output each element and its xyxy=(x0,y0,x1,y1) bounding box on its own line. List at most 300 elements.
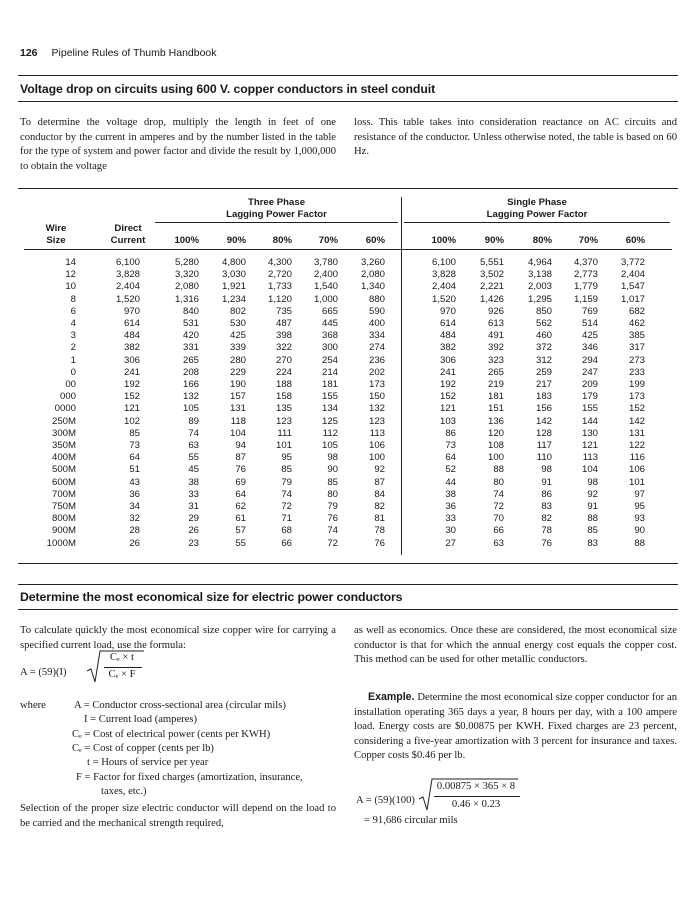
table-cell: 339 xyxy=(229,342,246,354)
wire-size-cell: 1000M xyxy=(46,537,76,549)
table-cell: 274 xyxy=(368,342,385,354)
table-cell: 121 xyxy=(123,403,140,415)
table-cell: 157 xyxy=(229,391,246,403)
table-cell: 199 xyxy=(628,379,645,390)
definition-item: Cₑ = Cost of copper (cents per lb) xyxy=(72,742,214,754)
table-cell: 33 xyxy=(188,488,199,500)
table-cell: 64 xyxy=(445,452,456,464)
economics-paragraph: as well as economics. Once these are considered, the most economical size conductor is that for which the annual energy cost equals the copper cost. This method can be used for other metallic conductors. xyxy=(354,625,677,665)
table-cell: 88 xyxy=(634,537,645,549)
example-label: Example. xyxy=(368,691,415,703)
three-phase-header-1: Three Phase xyxy=(247,197,306,208)
table-cell: 142 xyxy=(535,415,552,427)
example-result: = 91,686 circular mils xyxy=(364,815,458,826)
table-cell: 3,320 xyxy=(174,269,199,281)
table-cell: 850 xyxy=(535,305,552,317)
table-cell: 91 xyxy=(587,501,598,512)
wire-size-cell: 000 xyxy=(59,391,76,403)
table-cell: 121 xyxy=(439,403,456,415)
table-cell: 158 xyxy=(275,391,292,403)
table-cell: 106 xyxy=(628,464,645,476)
single-phase-underline xyxy=(404,222,670,223)
definition-item: I = Current load (amperes) xyxy=(84,714,198,726)
table-cell: 306 xyxy=(439,354,456,366)
table-cell: 3,138 xyxy=(527,269,552,281)
table-cell: 85 xyxy=(129,427,140,439)
table-cell: 121 xyxy=(581,440,598,451)
table-cell: 62 xyxy=(235,501,246,512)
table-cell: 66 xyxy=(281,537,292,549)
table-cell: 2,773 xyxy=(573,269,598,281)
table-cell: 102 xyxy=(123,415,140,427)
table-cell: 6,100 xyxy=(431,257,456,268)
table-cell: 224 xyxy=(275,366,292,378)
table-cell: 23 xyxy=(188,537,199,549)
table-cell: 300 xyxy=(321,342,338,354)
table-cell: 33 xyxy=(445,513,456,525)
table-cell: 219 xyxy=(487,379,504,390)
table-cell: 382 xyxy=(123,342,140,354)
table-cell: 94 xyxy=(235,440,246,451)
table-cell: 82 xyxy=(374,501,385,512)
table-cell: 460 xyxy=(535,330,552,342)
book-title: Pipeline Rules of Thumb Handbook xyxy=(51,47,217,59)
table-cell: 134 xyxy=(321,403,338,415)
table-cell: 151 xyxy=(487,403,504,415)
table-cell: 188 xyxy=(275,379,292,390)
table-cell: 85 xyxy=(587,525,598,537)
section-rule-bottom xyxy=(18,101,678,102)
table-cell: 346 xyxy=(581,342,598,354)
table-cell: 208 xyxy=(182,366,199,378)
table-cell: 87 xyxy=(235,452,246,464)
table-cell: 880 xyxy=(368,293,385,305)
table-cell: 2,080 xyxy=(174,281,199,293)
table-cell: 155 xyxy=(581,403,598,415)
table-cell: 306 xyxy=(123,354,140,366)
table-cell: 74 xyxy=(327,525,338,537)
table-cell: 83 xyxy=(541,501,552,512)
table-cell: 400 xyxy=(368,318,385,329)
table-cell: 1,520 xyxy=(115,293,140,305)
table-cell: 108 xyxy=(487,440,504,451)
table-cell: 80 xyxy=(493,476,504,488)
section-rule-top xyxy=(18,75,678,76)
table-cell: 142 xyxy=(628,415,645,427)
table-cell: 34 xyxy=(129,501,140,512)
table-cell: 1,547 xyxy=(620,281,645,293)
wire-size-cell: 500M xyxy=(52,464,76,476)
table-cell: 3,030 xyxy=(221,269,246,281)
table-cell: 117 xyxy=(536,440,552,451)
table-cell: 254 xyxy=(321,354,338,366)
wire-size-cell: 00 xyxy=(65,379,76,390)
table-cell: 104 xyxy=(229,427,246,439)
table-cell: 265 xyxy=(487,366,504,378)
table-cell: 1,540 xyxy=(313,281,338,293)
table-cell: 100 xyxy=(487,452,504,464)
selection-paragraph: Selection of the proper size electric conductor will depend on the load to be carried and the mechanical strength required, xyxy=(20,803,336,829)
table-cell: 82 xyxy=(541,513,552,525)
table-cell: 98 xyxy=(541,464,552,476)
table-cell: 322 xyxy=(275,342,292,354)
table-cell: 43 xyxy=(129,476,140,488)
table-cell: 769 xyxy=(581,305,598,317)
table-cell: 92 xyxy=(374,464,385,476)
table-cell: 144 xyxy=(581,415,598,427)
wire-size-header-2: Size xyxy=(46,235,66,246)
table-cell: 3,780 xyxy=(313,257,338,268)
table-cell: 90 xyxy=(634,525,645,537)
table-cell: 104 xyxy=(581,464,598,476)
voltage-drop-table xyxy=(18,188,678,564)
table-cell: 491 xyxy=(487,330,504,342)
table-cell: 122 xyxy=(628,440,645,451)
example-text: Determine the most economical size copper conductor for an installation operating 365 days a year, 8 hours per day, with a 100 ampere load. Energy costs are $0.00875 per KWH. Fixed charges are 23 percent, considering a five-year amortization with 3 percent for insurance and taxes. Copper costs $0.46 per lb. xyxy=(354,692,677,761)
table-cell: 241 xyxy=(123,366,140,378)
table-cell: 183 xyxy=(535,391,552,403)
wire-size-cell: 250M xyxy=(52,415,76,427)
example-fraction-bar xyxy=(434,796,520,797)
table-cell: 63 xyxy=(188,440,199,451)
table-cell: 487 xyxy=(275,318,292,329)
table-cell: 2,720 xyxy=(267,269,292,281)
table-cell: 132 xyxy=(368,403,385,415)
table-cell: 2,404 xyxy=(620,269,645,281)
table-cell: 76 xyxy=(235,464,246,476)
wire-size-cell: 10 xyxy=(65,281,76,293)
table-cell: 80 xyxy=(327,488,338,500)
table-cell: 236 xyxy=(368,354,385,366)
table-cell: 270 xyxy=(275,354,292,366)
table-cell: 81 xyxy=(374,513,385,525)
table-cell: 1,000 xyxy=(313,293,338,305)
formula-fraction-bar xyxy=(104,667,142,668)
wire-size-cell: 400M xyxy=(52,452,76,464)
table-cell: 132 xyxy=(182,391,199,403)
table-cell: 92 xyxy=(587,488,598,500)
table-cell: 74 xyxy=(281,488,292,500)
table-cell: 445 xyxy=(321,318,338,329)
table-cell: 181 xyxy=(487,391,504,403)
table-cell: 128 xyxy=(535,427,552,439)
table-cell: 72 xyxy=(281,501,292,512)
table-cell: 89 xyxy=(188,415,199,427)
table-cell: 98 xyxy=(327,452,338,464)
table-cell: 69 xyxy=(235,476,246,488)
three-phase-header-2: Lagging Power Factor xyxy=(226,209,327,220)
table-cell: 44 xyxy=(445,476,456,488)
pf-header-single-phase-0: 100% xyxy=(431,235,456,246)
table-cell: 247 xyxy=(581,366,598,378)
table-cell: 78 xyxy=(374,525,385,537)
section-title-voltage-drop: Voltage drop on circuits using 600 V. copper conductors in steel conduit xyxy=(20,82,436,96)
table-cell: 26 xyxy=(129,537,140,549)
table-cell: 36 xyxy=(445,501,456,512)
table-cell: 166 xyxy=(182,379,199,390)
formula-intro-paragraph: To calculate quickly the most economical size copper wire for carrying a specified current load, use the formula: xyxy=(20,625,336,651)
table-cell: 425 xyxy=(581,330,598,342)
table-cell: 614 xyxy=(439,318,456,329)
table-cell: 55 xyxy=(235,537,246,549)
table-cell: 181 xyxy=(321,379,338,390)
table-cell: 28 xyxy=(129,525,140,537)
table-cell: 1,017 xyxy=(620,293,645,305)
table-cell: 125 xyxy=(321,415,338,427)
definition-item: t = Hours of service per year xyxy=(87,757,209,769)
table-cell: 101 xyxy=(275,440,292,451)
table-cell: 131 xyxy=(229,403,246,415)
table-cell: 190 xyxy=(229,379,246,390)
pf-header-three-phase-1: 90% xyxy=(226,235,246,246)
table-cell: 155 xyxy=(321,391,338,403)
wire-size-cell: 900M xyxy=(52,525,76,537)
table-cell: 3,502 xyxy=(479,269,504,281)
wire-size-cell: 14 xyxy=(65,257,76,268)
table-cell: 273 xyxy=(628,354,645,366)
table-cell: 112 xyxy=(322,427,338,439)
table-cell: 83 xyxy=(587,537,598,549)
table-cell: 590 xyxy=(368,305,385,317)
table-cell: 131 xyxy=(628,427,645,439)
table-cell: 61 xyxy=(235,513,246,525)
intro-left-paragraph: To determine the voltage drop, multiply the length in feet of one conductor by the current in amperes and by the number listed in the table for the type of system and power factor and divide the result by 1,000,000 to obtain the voltage xyxy=(20,117,336,172)
table-cell: 1,316 xyxy=(174,293,199,305)
table-cell: 6,100 xyxy=(115,257,140,268)
table-cell: 173 xyxy=(368,379,385,390)
table-cell: 85 xyxy=(281,464,292,476)
section2-rule-bottom xyxy=(18,609,678,610)
table-cell: 95 xyxy=(281,452,292,464)
table-cell: 682 xyxy=(628,305,645,317)
table-cell: 531 xyxy=(182,318,199,329)
where-label: where xyxy=(20,700,46,711)
table-cell: 613 xyxy=(487,318,504,329)
table-cell: 156 xyxy=(535,403,552,415)
table-cell: 217 xyxy=(535,379,552,390)
definition-item: A = Conductor cross-sectional area (circular mils) xyxy=(74,700,286,711)
table-cell: 562 xyxy=(535,318,552,329)
table-cell: 420 xyxy=(182,330,199,342)
example-paragraph xyxy=(354,690,677,764)
table-cell: 1,733 xyxy=(267,281,292,293)
table-cell: 202 xyxy=(368,366,385,378)
table-cell: 3,828 xyxy=(431,269,456,281)
wire-size-cell: 350M xyxy=(52,440,76,451)
pf-header-single-phase-3: 70% xyxy=(578,235,598,246)
table-cell: 27 xyxy=(445,537,456,549)
table-cell: 970 xyxy=(439,305,456,317)
table-cell: 2,400 xyxy=(313,269,338,281)
table-cell: 665 xyxy=(321,305,338,317)
wire-size-cell: 12 xyxy=(65,269,76,281)
wire-size-cell: 800M xyxy=(52,513,76,525)
formula-lhs: A = (59)(I) xyxy=(20,667,67,678)
table-cell: 38 xyxy=(188,476,199,488)
table-cell: 179 xyxy=(581,391,598,403)
table-cell: 259 xyxy=(535,366,552,378)
table-cell: 93 xyxy=(634,513,645,525)
table-cell: 368 xyxy=(321,330,338,342)
definition-item: Cₑ = Cost of electrical power (cents per KWH) xyxy=(72,728,271,740)
table-cell: 88 xyxy=(493,464,504,476)
table-cell: 173 xyxy=(628,391,645,403)
wire-size-cell: 6 xyxy=(70,305,76,317)
table-cell: 1,234 xyxy=(221,293,246,305)
direct-current-header-1: Direct xyxy=(114,223,142,234)
table-cell: 233 xyxy=(628,366,645,378)
table-cell: 73 xyxy=(445,440,456,451)
table-cell: 103 xyxy=(439,415,456,427)
table-cell: 116 xyxy=(629,452,645,464)
wire-size-cell: 1 xyxy=(70,354,76,366)
table-cell: 2,221 xyxy=(479,281,504,293)
table-cell: 86 xyxy=(541,488,552,500)
table-cell: 32 xyxy=(129,513,140,525)
table-cell: 280 xyxy=(229,354,246,366)
table-cell: 55 xyxy=(188,452,199,464)
table-cell: 484 xyxy=(123,330,140,342)
table-cell: 105 xyxy=(182,403,199,415)
table-cell: 334 xyxy=(368,330,385,342)
table-cell: 79 xyxy=(281,476,292,488)
table-cell: 294 xyxy=(581,354,598,366)
table-cell: 135 xyxy=(275,403,292,415)
table-cell: 70 xyxy=(493,513,504,525)
table-cell: 1,159 xyxy=(573,293,598,305)
pf-header-three-phase-3: 70% xyxy=(318,235,338,246)
table-cell: 95 xyxy=(634,501,645,512)
table-cell: 111 xyxy=(277,427,292,439)
table-cell: 136 xyxy=(487,415,504,427)
table-cell: 1,120 xyxy=(267,293,292,305)
table-cell: 425 xyxy=(229,330,246,342)
table-cell: 970 xyxy=(123,305,140,317)
table-cell: 123 xyxy=(275,415,292,427)
table-cell: 52 xyxy=(445,464,456,476)
table-cell: 105 xyxy=(321,440,338,451)
table-cell: 74 xyxy=(493,488,504,500)
table-cell: 1,520 xyxy=(431,293,456,305)
header-underline xyxy=(24,249,672,250)
wire-size-cell: 4 xyxy=(70,318,76,329)
table-cell: 110 xyxy=(536,452,552,464)
table-cell: 38 xyxy=(445,488,456,500)
table-cell: 4,800 xyxy=(221,257,246,268)
wire-size-cell: 3 xyxy=(70,330,76,342)
table-cell: 73 xyxy=(129,440,140,451)
three-phase-underline xyxy=(155,222,398,223)
wire-size-header-1: Wire xyxy=(45,223,67,234)
section2-rule-top xyxy=(18,584,678,585)
example-denominator: 0.46 × 0.23 xyxy=(451,799,501,810)
table-cell: 4,370 xyxy=(573,257,598,268)
table-cell: 57 xyxy=(235,525,246,537)
table-cell: 2,003 xyxy=(527,281,552,293)
table-cell: 5,551 xyxy=(479,257,504,268)
table-cell: 78 xyxy=(541,525,552,537)
table-cell: 84 xyxy=(374,488,385,500)
table-cell: 150 xyxy=(368,391,385,403)
table-cell: 331 xyxy=(182,342,199,354)
table-cell: 101 xyxy=(628,476,645,488)
table-cell: 241 xyxy=(439,366,456,378)
table-cell: 36 xyxy=(129,488,140,500)
wire-size-cell: 750M xyxy=(52,501,76,512)
table-cell: 317 xyxy=(628,342,645,354)
intro-right-paragraph: loss. This table takes into consideration reactance on AC circuits and resistance of the conductor. Unless otherwise noted, the table is based on 60 Hz. xyxy=(354,117,677,157)
formula-numerator: Cₑ × t xyxy=(110,652,134,663)
table-cell: 614 xyxy=(123,318,140,329)
table-cell: 76 xyxy=(374,537,385,549)
wire-size-cell: 300M xyxy=(52,427,76,439)
table-cell: 26 xyxy=(188,525,199,537)
wire-size-cell: 0000 xyxy=(54,403,76,415)
section-title-economical-size: Determine the most economical size for electric power conductors xyxy=(20,590,403,604)
table-cell: 72 xyxy=(327,537,338,549)
table-cell: 735 xyxy=(275,305,292,317)
table-cell: 98 xyxy=(587,476,598,488)
wire-size-cell: 8 xyxy=(70,293,76,305)
table-cell: 72 xyxy=(493,501,504,512)
table-cell: 152 xyxy=(439,391,456,403)
table-cell: 45 xyxy=(188,464,199,476)
example-numerator: 0.00875 × 365 × 8 xyxy=(436,781,516,792)
table-cell: 68 xyxy=(281,525,292,537)
table-cell: 2,404 xyxy=(431,281,456,293)
table-cell: 123 xyxy=(368,415,385,427)
table-cell: 462 xyxy=(628,318,645,329)
pf-header-single-phase-2: 80% xyxy=(532,235,552,246)
table-cell: 76 xyxy=(327,513,338,525)
table-cell: 5,280 xyxy=(174,257,199,268)
table-cell: 530 xyxy=(229,318,246,329)
table-cell: 91 xyxy=(541,476,552,488)
table-cell: 4,964 xyxy=(527,257,552,268)
table-cell: 265 xyxy=(182,354,199,366)
table-cell: 64 xyxy=(129,452,140,464)
table-cell: 113 xyxy=(582,452,598,464)
table-cell: 88 xyxy=(587,513,598,525)
table-cell: 3,772 xyxy=(620,257,645,268)
wire-size-cell: 2 xyxy=(70,342,76,354)
direct-current-header-2: Current xyxy=(110,235,146,246)
table-cell: 118 xyxy=(230,415,246,427)
table-cell: 74 xyxy=(188,427,199,439)
table-cell: 3,828 xyxy=(115,269,140,281)
table-cell: 31 xyxy=(188,501,199,512)
wire-size-cell: 0 xyxy=(70,366,76,378)
table-cell: 192 xyxy=(439,379,456,390)
table-cell: 29 xyxy=(188,513,199,525)
table-cell: 372 xyxy=(535,342,552,354)
table-cell: 30 xyxy=(445,525,456,537)
table-cell: 484 xyxy=(439,330,456,342)
definition-item: F = Factor for fixed charges (amortization, insurance, xyxy=(76,771,303,783)
table-cell: 1,779 xyxy=(573,281,598,293)
table-cell: 2,404 xyxy=(115,281,140,293)
table-cell: 392 xyxy=(487,342,504,354)
table-cell: 312 xyxy=(535,354,552,366)
pf-header-three-phase-0: 100% xyxy=(174,235,199,246)
page-number: 126 xyxy=(20,47,38,59)
table-cell: 926 xyxy=(487,305,504,317)
table-cell: 229 xyxy=(229,366,246,378)
pf-header-three-phase-4: 60% xyxy=(365,235,385,246)
wire-size-cell: 700M xyxy=(52,488,76,500)
definition-item: taxes, etc.) xyxy=(101,785,147,797)
table-cell: 1,295 xyxy=(527,293,552,305)
